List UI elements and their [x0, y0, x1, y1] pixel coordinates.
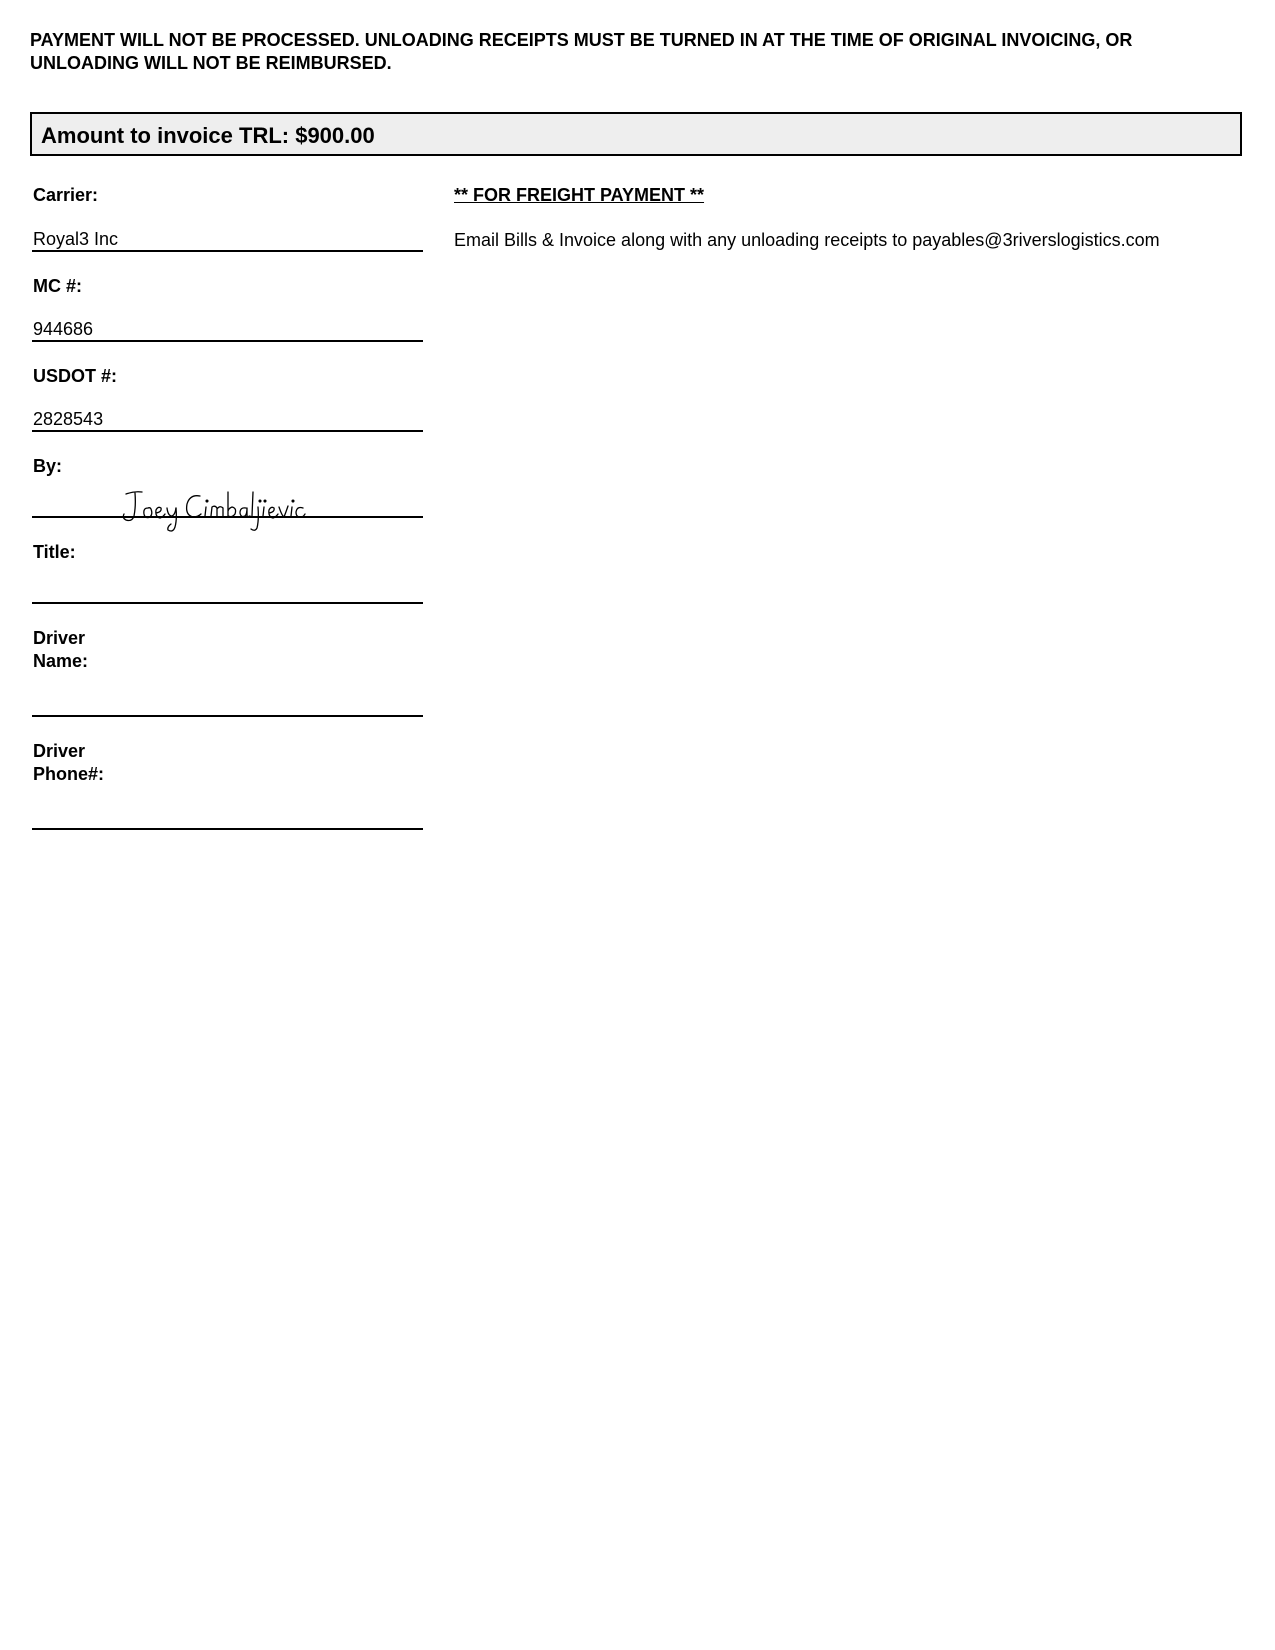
carrier-line: [32, 250, 423, 252]
driver-phone-label-line2: Phone#:: [33, 764, 105, 784]
amount-to-invoice-text: Amount to invoice TRL: $900.00: [41, 123, 375, 148]
driver-phone-line: [32, 828, 423, 830]
by-signature-line: [32, 516, 423, 518]
carrier-value: Royal3 Inc: [33, 229, 119, 249]
mc-number-value: 944686: [33, 319, 94, 339]
mc-number-line: [32, 340, 423, 342]
driver-name-label: [33, 627, 233, 673]
usdot-value: 2828543: [33, 409, 104, 429]
driver-phone-label: [33, 740, 233, 786]
driver-name-label-line1: Driver: [33, 628, 86, 648]
freight-payment-heading: ** FOR FREIGHT PAYMENT **: [454, 185, 705, 205]
driver-name-label-line2: Name:: [33, 651, 89, 671]
payment-notice: PAYMENT WILL NOT BE PROCESSED. UNLOADING RECEIPTS MUST BE TURNED IN AT THE TIME OF ORIGINAL INVOICING, OR UNLOADING WILL NOT BE REIMBURSED.: [30, 30, 1133, 73]
signature-image: [120, 486, 330, 534]
mc-number-label: MC #:: [33, 276, 82, 296]
usdot-label: USDOT #:: [33, 366, 118, 386]
title-line: [32, 602, 423, 604]
by-label: By:: [33, 456, 63, 476]
amount-to-invoice-box: [30, 112, 1242, 156]
title-label: Title:: [33, 542, 76, 562]
usdot-line: [32, 430, 423, 432]
carrier-label: Carrier:: [33, 185, 99, 205]
driver-name-line: [32, 715, 423, 717]
freight-payment-instructions: Email Bills & Invoice along with any unloading receipts to payables@3riverslogistics.com: [454, 230, 1160, 250]
driver-phone-label-line1: Driver: [33, 741, 86, 761]
